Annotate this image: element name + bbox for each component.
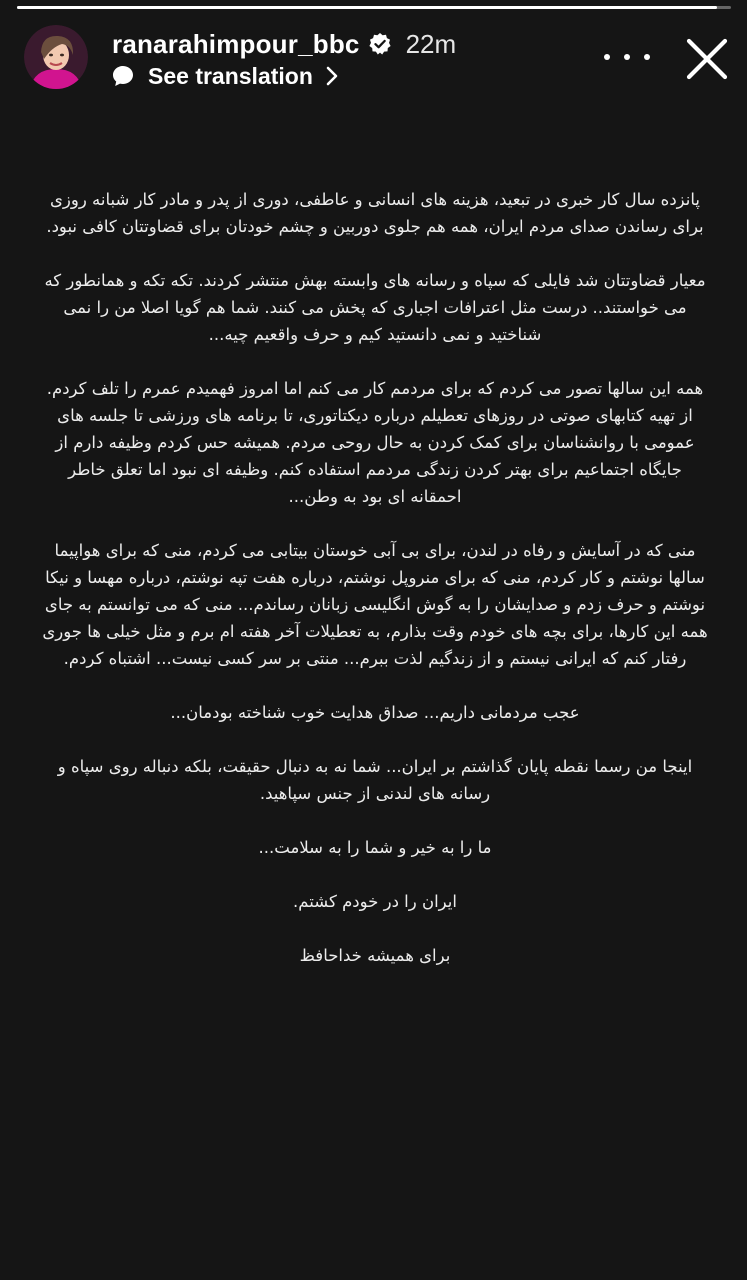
story-paragraph: معیار قضاوتتان شد فایلی که سپاه و رسانه های وابسته بهش منتشر کردند. تکه تکه و همانطور که می خواستند.. درست مثل اعترافات اجباری که پخش می کنند. شما هم گویا اصلا من را نمی شناختید و نمی دانستید کیم و حرف واقعیم چیه... <box>44 271 706 344</box>
story-paragraph: همه این سالها تصور می کردم که برای مردمم کار می کنم اما امروز فهمیدم عمرم را تلف کردم. از تهیه کتابهای صوتی در روزهای تعطیلم درباره دیکتاتوری، تا برنامه های ورزشی تا جلسه های عمومی با روانشناسان برای کمک کردن به حال روحی مردم. همیشه حس کردم وظیفه دارم از جایگاه اجتماعیم برای بهتر کردن زندگی مردمم استفاده کنم. وظیفه ای نبود اما تعلق خاطر احمقانه ای بود به وطن... <box>46 379 704 506</box>
story-progress-fill <box>17 6 717 9</box>
chevron-right-icon <box>325 66 339 86</box>
story-paragraph: ایران را در خودم کشتم. <box>293 892 457 911</box>
story-timestamp: 22m <box>405 28 457 59</box>
see-translation-label: See translation <box>148 62 313 89</box>
more-icon[interactable] <box>604 44 650 70</box>
story-paragraph: پانزده سال کار خبری در تبعید، هزینه های انسانی و عاطفی، دوری از پدر و مادر کار شبانه روزی برای رساندن صدای مردم ایران، همه هم جلوی دوربین و چشم خودتان برای قضاوتتان کافی نبود. <box>46 190 704 236</box>
more-dot <box>604 54 610 60</box>
see-translation-button[interactable] <box>110 60 339 92</box>
more-dot <box>624 54 630 60</box>
story-paragraph: منی که در آسایش و رفاه در لندن، برای بی آبی خوستان بیتابی می کردم، منی که برای هواپیما سالها نوشتم و کار کردم، منی که برای منروپل نوشتم، درباره هفت تپه نوشتم، درباره مهسا و نیکا نوشتم و حرف زدم و صدایشان را به گوش انگلیسی زبانان رساندم... منی که می توانستم به جای همه این کارها، برای بچه های خودم وقت بذارم، به تعطیلات آخر هفته ام برم و مثل خیلی ها جوری رفتار کنم که ایرانی نیستم و از زندگیم لذت ببرم... منتی بر سر کسی نیست... اشتباه کردم. <box>42 541 708 668</box>
username[interactable]: ranarahimpour_bbc <box>112 28 360 59</box>
story-paragraph: عجب مردمانی داریم... صداق هدایت خوب شناخته بودمان... <box>170 703 580 722</box>
story-paragraph: برای همیشه خداحافظ <box>299 946 451 965</box>
close-icon[interactable] <box>683 35 731 83</box>
story-paragraph: ما را به خیر و شما را به سلامت... <box>258 838 492 857</box>
verified-badge-icon <box>368 32 392 56</box>
more-dot <box>644 54 650 60</box>
avatar[interactable] <box>24 25 88 89</box>
translation-bubble-icon <box>110 63 136 89</box>
story-text-content <box>40 186 710 969</box>
username-row <box>112 26 456 62</box>
story-header <box>0 20 747 100</box>
story-progress-bar <box>17 6 731 9</box>
story-paragraph: اینجا من رسما نقطه پایان گذاشتم بر ایران... شما نه به دنبال حقیقت، بلکه دنباله روی سپاه و رسانه های لندنی از جنس سپاهید. <box>57 757 693 803</box>
